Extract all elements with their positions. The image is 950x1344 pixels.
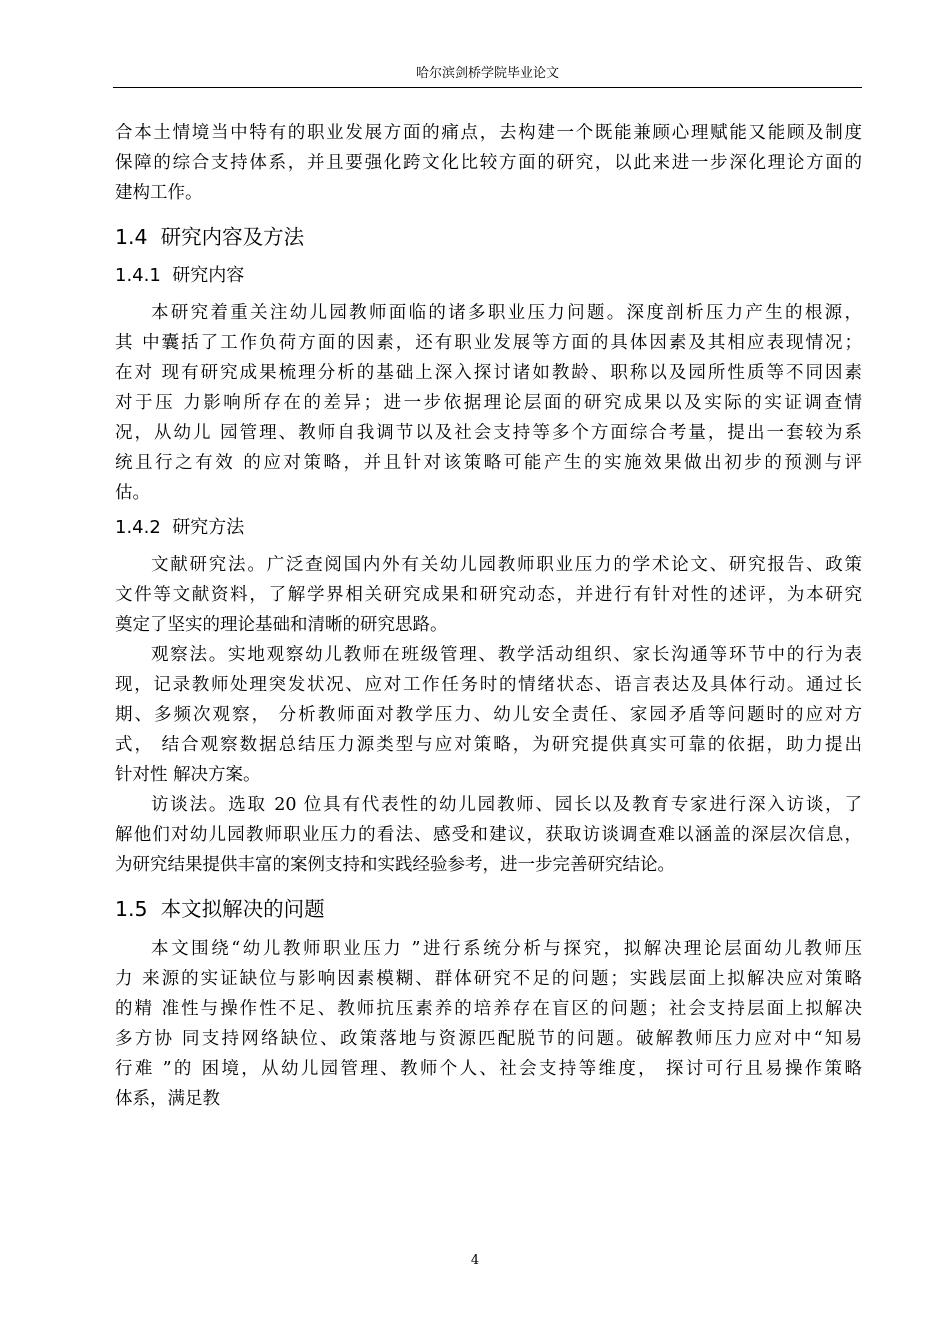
text-line: 奠定了坚实的理论基础和清晰的研究思路。 xyxy=(115,615,448,635)
text-line: 观察法。实地观察幼儿教师在班级管理、教学活动组织、家长沟通等环节中的行为表 xyxy=(151,645,862,665)
text-line: 现，记录教师处理突发状况、应对工作任务时的情绪状态、语言表达及具体行动。通过长 xyxy=(115,675,862,695)
text-line: 统且行之有效 的应对策略，并且针对该策略可能产生的实施效果做出初步的预测与评 xyxy=(115,453,862,473)
text-line: 行难 ”的 困境，从幼儿园管理、教师个人、社会支持等维度， 探讨可行且易操作策略 xyxy=(115,1059,862,1079)
text-line: 为研究结果提供丰富的案例支持和实践经验参考，进一步完善研究结论。 xyxy=(115,855,675,875)
text-line: 估。 xyxy=(115,483,150,503)
page-body xyxy=(115,118,862,1114)
intro-paragraph xyxy=(115,118,862,208)
observation-method-paragraph xyxy=(115,640,862,790)
text-line: 针对性 解决方案。 xyxy=(115,765,261,785)
research-content-paragraph xyxy=(115,298,862,508)
text-line: 合本土情境当中特有的职业发展方面的痛点，去构建一个既能兼顾心理赋能又能顾及制度 xyxy=(115,123,862,143)
text-line: 文献研究法。广泛查阅国内外有关幼儿园教师职业压力的学术论文、研究报告、政策 xyxy=(151,555,862,575)
subsection-heading-1-4-2: 1.4.2 研究方法 xyxy=(115,517,245,538)
page-header: 哈尔滨剑桥学院毕业论文 xyxy=(415,66,559,81)
text-line: 体系，满足教 xyxy=(115,1089,220,1109)
text-line: 文件等文献资料，了解学界相关研究成果和研究动态，并进行有针对性的述评，为本研究 xyxy=(115,585,862,605)
text-line: 保障的综合支持体系，并且要强化跨文化比较方面的研究，以此来进一步深化理论方面的 xyxy=(115,153,862,173)
problems-paragraph xyxy=(115,934,862,1114)
text-line: 式， 结合观察数据总结压力源类型与应对策略，为研究提供真实可靠的依据，助力提出 xyxy=(115,735,862,755)
text-line: 其 中囊括了工作负荷方面的因素，还有职业发展等方面的具体因素及其相应表现情况； xyxy=(115,333,862,353)
interview-method-paragraph xyxy=(115,790,862,880)
text-line: 建构工作。 xyxy=(115,183,203,203)
text-line: 力 来源的实证缺位与影响因素模糊、群体研究不足的问题；实践层面上拟解决应对策略 xyxy=(115,969,862,989)
text-line: 本文围绕“幼儿教师职业压力 ”进行系统分析与探究，拟解决理论层面幼儿教师压 xyxy=(151,939,862,959)
text-line: 在对 现有研究成果梳理分析的基础上深入探讨诸如教龄、职称以及园所性质等不同因素 xyxy=(115,363,862,383)
text-line: 期、多频次观察， 分析教师面对教学压力、幼儿安全责任、家园矛盾等问题时的应对方 xyxy=(115,705,862,725)
section-heading-1-5: 1.5 本文拟解决的问题 xyxy=(115,897,325,921)
section-heading-1-4: 1.4 研究内容及方法 xyxy=(115,225,305,249)
literature-method-paragraph xyxy=(115,550,862,640)
text-line: 多方协 同支持网络缺位、政策落地与资源匹配脱节的问题。破解教师压力应对中“知易 xyxy=(115,1029,862,1049)
header-rule xyxy=(113,87,862,88)
text-line: 况，从幼儿 园管理、教师自我调节以及社会支持等多个方面综合考量，提出一套较为系 xyxy=(115,423,862,443)
text-line: 对于压 力影响所存在的差异；进一步依据理论层面的研究成果以及实际的实证调查情 xyxy=(115,393,862,413)
text-line: 访谈法。选取 20 位具有代表性的幼儿园教师、园长以及教育专家进行深入访谈，了 xyxy=(151,795,862,815)
text-line: 解他们对幼儿园教师职业压力的看法、感受和建议，获取访谈调查难以涵盖的深层次信息， xyxy=(115,825,862,845)
subsection-heading-1-4-1: 1.4.1 研究内容 xyxy=(115,265,245,286)
text-line: 本研究着重关注幼儿园教师面临的诸多职业压力问题。深度剖析压力产生的根源， xyxy=(151,303,862,323)
page-number: 4 xyxy=(470,1253,480,1268)
text-line: 的精 准性与操作性不足、教师抗压素养的培养存在盲区的问题；社会支持层面上拟解决 xyxy=(115,999,862,1019)
